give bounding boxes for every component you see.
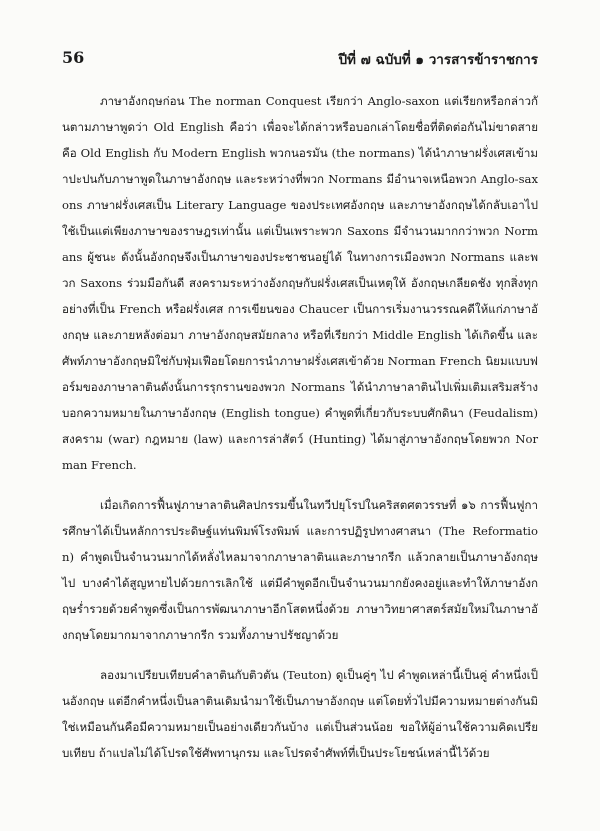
running-head: ปีที่ ๗ ฉบับที่ ๑ วารสารข้าราชการ	[338, 52, 538, 68]
paragraph: เมื่อเกิดการฟื้นฟูภาษาลาตินศิลปกรรมขึ้นในทวีปยุโรปในคริสตศตวรรษที่ ๑๖ การฟื้นฟูการศึกษาได้เป็นหลักการประดิษฐ์แท่นพิมพ์โรงพิมพ์ และการปฏิรูปทางศาสนา (The Reformation) คำพูดเป็นจำนวนมากได้หลั่งไหลมาจากภาษาลาตินและภาษากรีก แล้วกลายเป็นภาษาอังกฤษไป บางคำได้สูญหายไปด้วยการเลิกใช้ แต่มีคำพูดอีกเป็นจำนวนมากยังคงอยู่และทำให้ภาษาอังกฤษร่ำรวยด้วยคำพูดซึ่งเป็นการพัฒนาภาษาอีกโสตหนึ่งด้วย ภาษาวิทยาศาสตร์สมัยใหม่ในภาษาอังกฤษโดยมากมาจากภาษากรีก รวมทั้งภาษาปรัชญาด้วย	[62, 498, 538, 642]
paragraph: ลองมาเปรียบเทียบคำลาตินกับติวตัน (Teuton) ดูเป็นคู่ๆ ไป คำพูดเหล่านี้เป็นคู่ คำหนึ่งเป็นอังกฤษ แต่อีกคำหนึ่งเป็นลาตินเดิมนำมาใช้เป็นภาษาอังกฤษ แต่โดยทั่วไปมีความหมายต่างกันมิใช่เหมือนกันคือมีความหมายเป็นอย่างเดียวกันบ้าง แต่เป็นส่วนน้อย ขอให้ผู้อ่านใช้ความคิดเปรียบเทียบ ถ้าแปลไม่ได้โปรดใช้ศัพทานุกรม และโปรดจำศัพท์ที่เป็นประโยชน์เหล่านี้ไว้ด้วย	[62, 668, 538, 760]
paragraph: ภาษาอังกฤษก่อน The norman Conquest เรียกว่า Anglo-saxon แต่เรียกหรือกล่าวกันตามภาษาพูดว่า Old English คือว่า เพื่อจะได้กล่าวหรือบอกเล่าโดยชื่อที่ติดต่อกันไม่ขาดสาย คือ Old English กับ Modern English พวกนอรมัน (the normans) ได้นำภาษาฝรั่งเศสเข้ามาปะปนกับภาษาพูดในภาษาอังกฤษ และระหว่างที่พวก Normans มีอำนาจเหนือพวก Anglo-saxons ภาษาฝรั่งเศสเป็น Literary Language ของประเทศอังกฤษ และภาษาอังกฤษได้กลับเอาไปใช้เป็นแต่เพียงภาษาของราษฎรเท่านั้น แต่เป็นเพราะพวก Saxons มีจำนวนมากกว่าพวก Normans ผู้ชนะ ดังนั้นอังกฤษจึงเป็นภาษาของประชาชนอยู่ได้ ในทางการเมืองพวก Normans และพวก Saxons ร่วมมือกันดี สงครามระหว่างอังกฤษกับฝรั่งเศสเป็นเหตุให้ อังกฤษเกลียดชัง ทุกสิ่งทุกอย่างที่เป็น French หรือฝรั่งเศส การเขียนของ Chaucer เป็นการเริ่มงานวรรณคดีให้แก่ภาษาอังกฤษ และภายหลังต่อมา ภาษาอังกฤษสมัยกลาง หรือที่เรียกว่า Middle English ได้เกิดขึ้น และศัพท์ภาษาอังกฤษมิใช่กับฟุ่มเฟือยโดยการนำภาษาฝรั่งเศสเข้าด้วย Norman French นิยมแบบฟอร์มของภาษาลาตินดังนั้นการรุกรานของพวก Normans ได้นำภาษาลาตินไปเพิ่มเติมเสริมสร้างบอกความหมายในภาษาอังกฤษ (English tongue) คำพูดที่เกี่ยวกับระบบศักดินา (Feudalism) สงคราม (war) กฎหมาย (law) และการล่าสัตว์ (Hunting) ได้มาสู่ภาษาอังกฤษโดยพวก Norman French.	[62, 94, 538, 472]
body-text	[62, 88, 538, 766]
page-number: 56	[62, 48, 85, 67]
page-header	[62, 48, 538, 78]
